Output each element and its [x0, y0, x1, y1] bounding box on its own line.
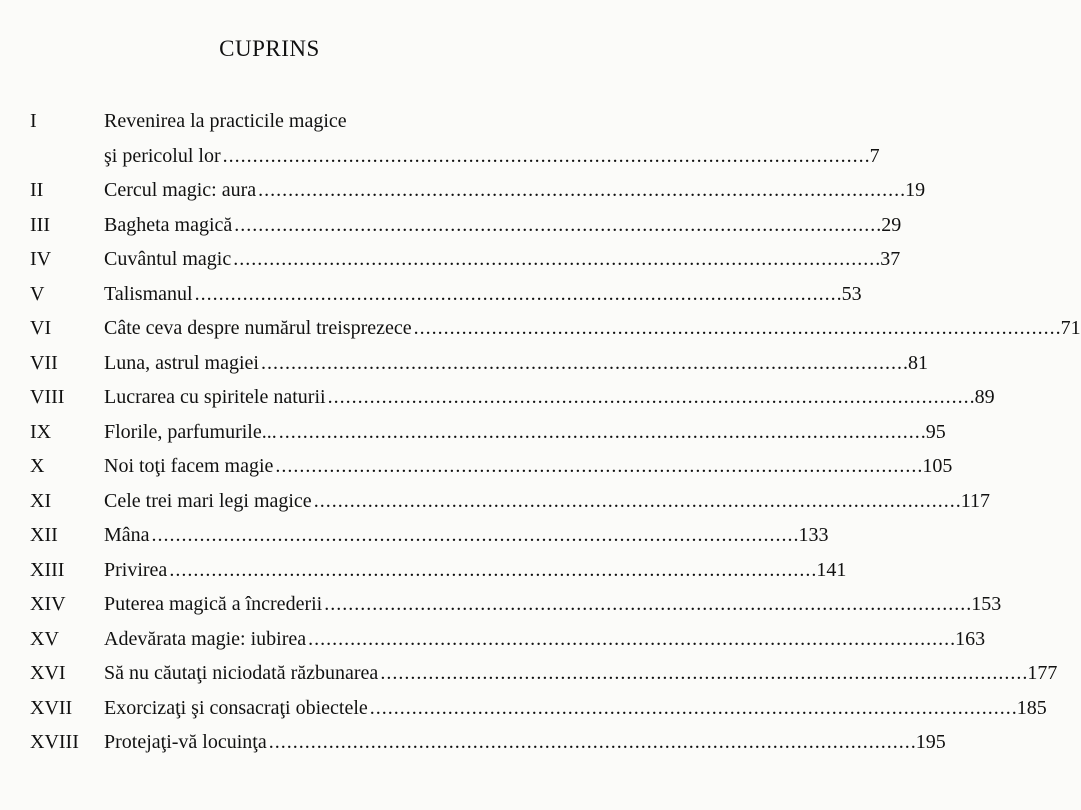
chapter-body	[104, 691, 1047, 726]
page-number: 19	[905, 179, 926, 201]
chapter-title-line	[104, 691, 1047, 726]
chapter-body	[104, 656, 1057, 691]
page-number: 7	[869, 144, 880, 167]
page-number: 37	[880, 248, 901, 270]
page-number: 105	[922, 455, 953, 477]
chapter-title-line	[104, 104, 880, 139]
chapter-title-line	[104, 484, 990, 519]
page-title: CUPRINS	[219, 36, 320, 61]
chapter-number: XVIII	[30, 731, 79, 753]
dot-leader	[414, 311, 1059, 346]
chapter-title-line	[104, 656, 1057, 691]
page-number: 29	[881, 213, 902, 236]
dot-leader	[223, 139, 868, 174]
chapter-body	[104, 380, 995, 415]
chapter-body	[104, 104, 880, 173]
chapter-title: şi pericolul lor	[104, 144, 221, 167]
chapter-title: Protejaţi-vă locuinţa	[104, 731, 267, 753]
chapter-title: Cele trei mari legi magice	[104, 489, 312, 512]
chapter-title-line	[104, 208, 901, 243]
chapter-body	[104, 208, 901, 243]
dot-leader	[169, 553, 814, 588]
chapter-number: XVI	[30, 662, 66, 684]
chapter-number: II	[30, 179, 44, 201]
chapter-number: XIV	[30, 593, 66, 615]
page-number: 71	[1060, 317, 1081, 339]
chapter-title: Mâna	[104, 524, 150, 546]
page-number: 117	[960, 489, 990, 512]
chapter-title: Lucrarea cu spiritele naturii	[104, 386, 326, 408]
chapter-title: Cuvântul magic	[104, 248, 232, 270]
toc-entry	[30, 622, 986, 657]
dot-leader	[275, 449, 920, 484]
chapter-body	[104, 311, 1081, 346]
dot-leader	[314, 484, 959, 519]
toc-entry	[30, 449, 953, 484]
chapter-title: Noi toţi facem magie	[104, 455, 274, 477]
toc-entry	[30, 173, 926, 208]
toc-entry	[30, 242, 901, 277]
chapter-body	[104, 587, 1001, 622]
toc-entry	[30, 587, 1002, 622]
toc-entry	[30, 553, 847, 588]
chapter-title-line	[104, 415, 946, 450]
chapter-title: Puterea magică a încrederii	[104, 593, 323, 615]
page-number: 177	[1027, 662, 1058, 684]
dot-leader	[380, 656, 1025, 691]
toc-entry	[30, 311, 1081, 346]
dot-leader	[328, 380, 973, 415]
chapter-title: Cercul magic: aura	[104, 179, 257, 201]
chapter-number: III	[30, 213, 50, 236]
chapter-body	[104, 173, 925, 208]
page-number: 95	[925, 420, 946, 443]
chapter-title: Privirea	[104, 558, 168, 581]
chapter-number: VII	[30, 351, 58, 374]
chapter-number: VI	[30, 317, 52, 339]
page-number: 153	[971, 593, 1002, 615]
dot-leader	[279, 415, 924, 450]
chapter-body	[104, 449, 952, 484]
chapter-title: Să nu căutaţi niciodată răzbunarea	[104, 662, 379, 684]
toc-entry	[30, 104, 880, 173]
page-number: 81	[907, 351, 928, 374]
chapter-body	[104, 622, 985, 657]
page-number: 195	[915, 731, 946, 753]
chapter-body	[104, 518, 829, 553]
chapter-title-line	[104, 380, 995, 415]
page-number: 89	[974, 386, 995, 408]
page-number: 185	[1016, 696, 1047, 719]
chapter-title-line	[104, 277, 862, 312]
toc-entry	[30, 415, 946, 450]
chapter-body	[104, 725, 946, 760]
chapter-number: XI	[30, 489, 52, 512]
toc-entry	[30, 518, 829, 553]
page-number: 141	[816, 558, 847, 581]
dot-leader	[370, 691, 1015, 726]
chapter-number: XII	[30, 524, 58, 546]
dot-leader	[258, 173, 903, 208]
chapter-title-line	[104, 242, 900, 277]
chapter-body	[104, 346, 928, 381]
dot-leader	[308, 622, 953, 657]
chapter-number: IX	[30, 420, 52, 443]
chapter-title: Adevărata magie: iubirea	[104, 627, 307, 650]
chapter-number: I	[30, 110, 37, 132]
chapter-number: X	[30, 455, 45, 477]
chapter-title-line	[104, 622, 985, 657]
dot-leader	[261, 346, 906, 381]
chapter-body	[104, 242, 900, 277]
toc-entry	[30, 346, 928, 381]
chapter-title: Florile, parfumurile...	[104, 420, 277, 443]
chapter-title: Luna, astrul magiei	[104, 351, 259, 374]
page-number: 53	[841, 282, 862, 305]
chapter-title-line	[104, 553, 846, 588]
chapter-title: Câte ceva despre numărul treisprezece	[104, 317, 412, 339]
chapter-title-line	[104, 346, 928, 381]
chapter-title: Exorcizaţi şi consacraţi obiectele	[104, 696, 368, 719]
dot-leader	[233, 242, 878, 277]
chapter-title-line	[104, 139, 880, 174]
page-number: 133	[798, 524, 829, 546]
toc-entry	[30, 656, 1058, 691]
chapter-title-line	[104, 311, 1081, 346]
chapter-title-line	[104, 518, 829, 553]
dot-leader	[152, 518, 797, 553]
dot-leader	[269, 725, 914, 760]
page-number: 163	[955, 627, 986, 650]
chapter-body	[104, 415, 946, 450]
toc-entry	[30, 208, 902, 243]
chapter-number: IV	[30, 248, 52, 270]
chapter-number: XVII	[30, 696, 73, 719]
toc-entry	[30, 484, 990, 519]
chapter-title-line	[104, 449, 952, 484]
chapter-number: XV	[30, 627, 59, 650]
dot-leader	[195, 277, 840, 312]
toc-entry	[30, 691, 1047, 726]
chapter-body	[104, 277, 862, 312]
chapter-title-line	[104, 173, 925, 208]
chapter-number: V	[30, 282, 45, 305]
chapter-number: VIII	[30, 386, 65, 408]
chapter-title-line	[104, 725, 946, 760]
chapter-title-line	[104, 587, 1001, 622]
toc-entry	[30, 277, 862, 312]
chapter-body	[104, 553, 846, 588]
chapter-number: XIII	[30, 558, 65, 581]
chapter-body	[104, 484, 990, 519]
toc-entry	[30, 725, 946, 760]
chapter-title: Bagheta magică	[104, 213, 233, 236]
dot-leader	[324, 587, 969, 622]
chapter-title: Revenirea la practicile magice	[104, 110, 347, 132]
chapter-title: Talismanul	[104, 282, 193, 305]
dot-leader	[234, 208, 879, 243]
table-of-contents	[30, 104, 1081, 760]
toc-entry	[30, 380, 995, 415]
